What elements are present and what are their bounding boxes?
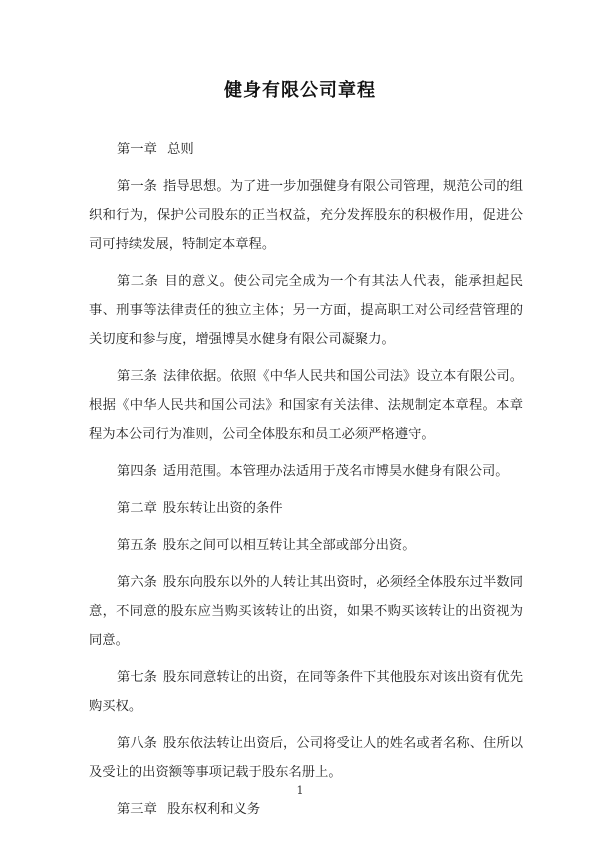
article-6: [89, 568, 523, 655]
chapter-title: 股东权利和义务: [167, 802, 261, 817]
article-7: [89, 663, 523, 721]
article-text: 适用范围。本管理办法适用于茂名市博昊水健身有限公司。: [162, 464, 509, 479]
article-number: 第一条: [117, 179, 158, 194]
article-1: [89, 172, 523, 259]
article-text: 股东依法转让出资后，公司将受让人的姓名或者名称、住所以及受让的出资额等事项记载于股东名册上。: [89, 736, 524, 780]
chapter-title: 股东转让出资的条件: [162, 501, 283, 516]
article-5: [89, 531, 523, 560]
chapter-number: 第二章: [117, 501, 157, 516]
chapter-number: 第一章: [117, 142, 157, 157]
article-text: 法律依据。依照《中华人民共和国公司法》设立本有限公司。根据《中华人民共和国公司法》和国家有关法律、法规制定本章程。本章程为本公司行为准则，公司全体股东和员工必须严格遵守。: [89, 369, 524, 442]
chapter-1-heading: [89, 135, 523, 164]
article-4: [89, 457, 523, 486]
document-body: [89, 135, 523, 832]
chapter-3-heading: [89, 795, 523, 824]
article-number: 第三条: [117, 369, 158, 384]
article-number: 第七条: [117, 670, 158, 685]
article-text: 指导思想。为了进一步加强健身有限公司管理，规范公司的组织和行为，保护公司股东的正当权益，充分发挥股东的积极作用，促进公司可持续发展，特制定本章程。: [89, 179, 524, 252]
article-number: 第二条: [117, 274, 159, 289]
chapter-2-heading: [89, 494, 523, 523]
article-text: 股东之间可以相互转让其全部或部分出资。: [162, 538, 416, 553]
article-number: 第四条: [117, 464, 157, 479]
chapter-title: 总则: [167, 142, 194, 157]
article-text: 股东同意转让的出资，在同等条件下其他股东对该出资有优先购买权。: [89, 670, 524, 714]
article-2: [89, 267, 523, 354]
chapter-number: 第三章: [117, 802, 157, 817]
page-number: 1: [296, 784, 304, 797]
article-number: 第六条: [117, 575, 158, 590]
article-text: 股东向股东以外的人转让其出资时，必须经全体股东过半数同意，不同意的股东应当购买该转让的出资，如果不购买该转让的出资视为同意。: [89, 575, 524, 648]
article-8: [89, 729, 523, 787]
article-number: 第五条: [117, 538, 157, 553]
article-number: 第八条: [117, 736, 158, 751]
article-text: 目的意义。使公司完全成为一个有其法人代表，能承担起民事、刑事等法律责任的独立主体；另一方面，提高职工对公司经营管理的关切度和参与度，增强博昊水健身有限公司凝聚力。: [89, 274, 524, 347]
document-title: 健身有限公司章程: [224, 80, 376, 101]
article-3: [89, 362, 523, 449]
